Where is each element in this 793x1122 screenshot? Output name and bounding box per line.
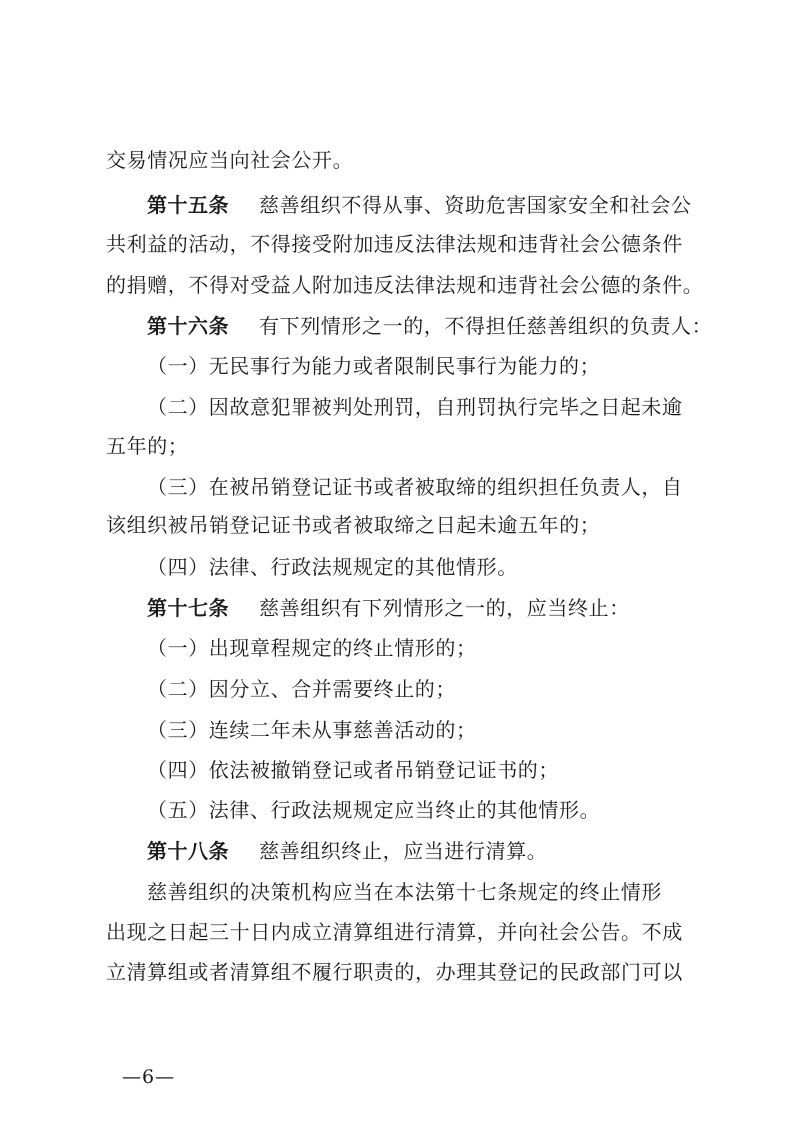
list-item: [147, 351, 696, 381]
line-text: 共利益的活动，不得接受附加违反法律法规和违背社会公德条件: [106, 232, 683, 256]
line-text: 慈善组织的决策机构应当在本法第十七条规定的终止情形: [147, 880, 662, 904]
line-text: 慈善组织不得从事、资助危害国家安全和社会公: [259, 193, 692, 217]
line-text: （四）依法被撤销登记或者吊销登记证书的；: [147, 758, 559, 782]
line-text: 立清算组或者清算组不履行职责的，办理其登记的民政部门可以: [106, 960, 683, 984]
list-item: [147, 552, 696, 582]
line-text: 交易情况应当向社会公开。: [106, 148, 354, 172]
article-heading: 第十六条: [147, 314, 229, 338]
article-heading: 第十八条: [147, 839, 229, 863]
list-item: [147, 674, 696, 704]
text-line: [147, 877, 696, 907]
line-text: 该组织被吊销登记证书或者被取缔之日起未逾五年的；: [106, 513, 601, 537]
line-text: （二）因分立、合并需要终止的；: [147, 677, 456, 701]
line-text: 的捐赠，不得对受益人附加违反法律法规和违背社会公德的条件。: [106, 273, 704, 297]
article-heading: 第十五条: [147, 193, 229, 217]
line-text: （四）法律、行政法规规定的其他情形。: [147, 555, 518, 579]
line-text: （三）连续二年未从事慈善活动的；: [147, 718, 477, 742]
list-item: [147, 392, 696, 422]
line-text: 慈善组织有下列情形之一的，应当终止：: [259, 596, 630, 620]
list-item: [147, 715, 696, 745]
article-heading: 第十七条: [147, 596, 229, 620]
line-text: （五）法律、行政法规规定应当终止的其他情形。: [147, 798, 601, 822]
list-item: [147, 795, 696, 825]
text-line: [106, 229, 696, 259]
line-text: 有下列情形之一的，不得担任慈善组织的负责人：: [259, 314, 713, 338]
article-16-line: [147, 311, 713, 341]
line-text: （三）在被吊销登记证书或者被取缔的组织担任负责人，自: [147, 475, 683, 499]
list-item: [147, 472, 696, 502]
line-text: 出现之日起三十日内成立清算组进行清算，并向社会公告。不成: [106, 920, 683, 944]
article-18-line: [147, 836, 696, 866]
text-line: [106, 957, 696, 987]
page-number: —6—: [122, 1066, 176, 1088]
line-text: 五年的；: [106, 434, 189, 458]
line-text: 慈善组织终止，应当进行清算。: [259, 839, 548, 863]
list-item: [147, 755, 696, 785]
article-17-line: [147, 593, 696, 623]
text-line: [106, 431, 696, 461]
line-text: （一）出现章程规定的终止情形的；: [147, 636, 477, 660]
text-line: [106, 510, 696, 540]
line-text: （一）无民事行为能力或者限制民事行为能力的；: [147, 354, 601, 378]
list-item: [147, 633, 696, 663]
article-15-line: [147, 190, 696, 220]
text-line: [106, 270, 704, 300]
text-line: [106, 145, 696, 175]
text-line: [106, 917, 696, 947]
line-text: （二）因故意犯罪被判处刑罚，自刑罚执行完毕之日起未逾: [147, 395, 683, 419]
